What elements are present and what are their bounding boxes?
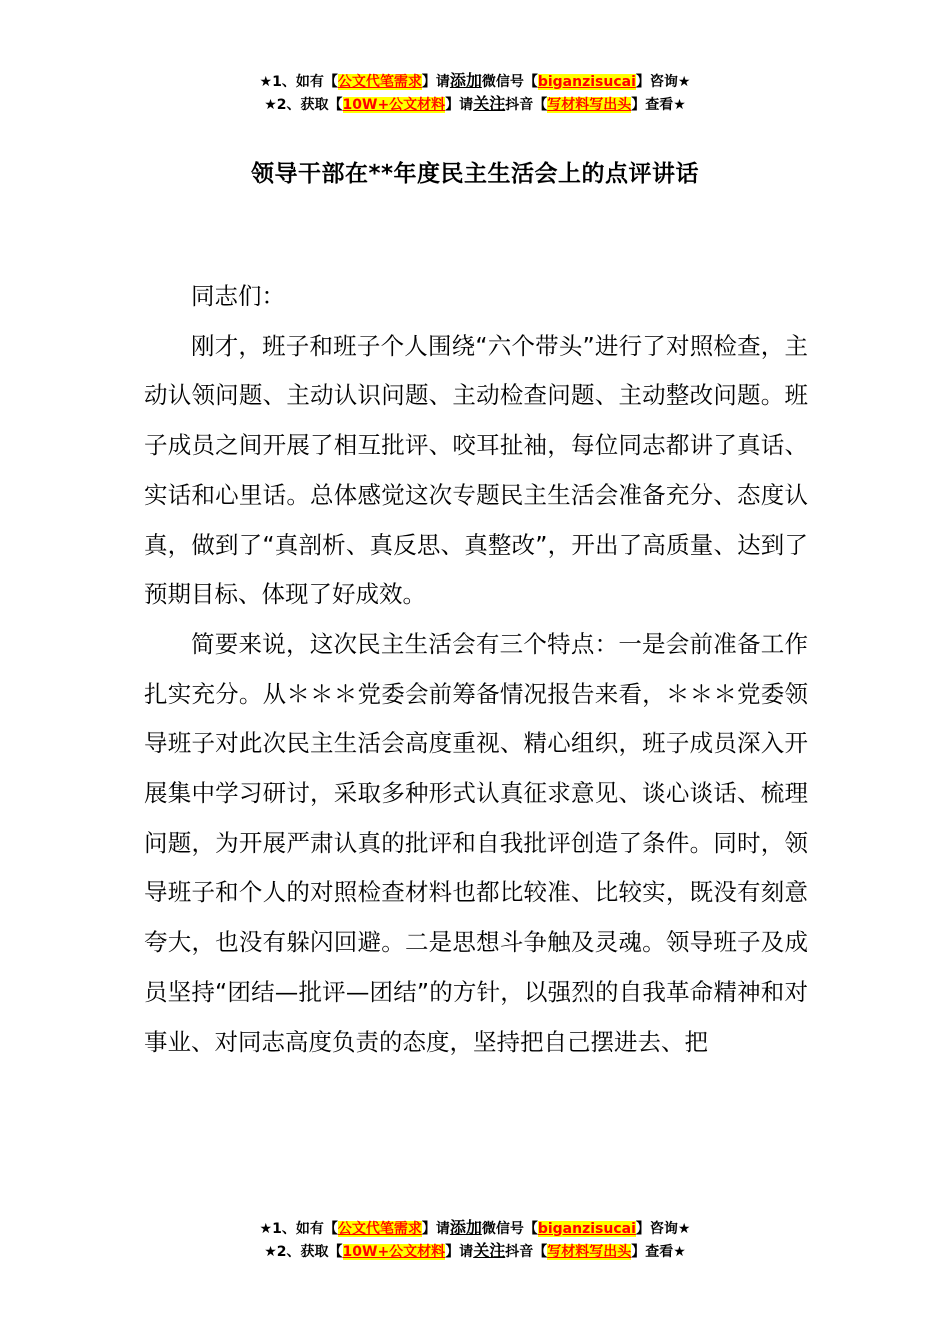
banner-text: ★2、获取【 xyxy=(264,1244,343,1260)
paragraph: 简要来说，这次民主生活会有三个特点：一是会前准备工作扎实充分。从＊＊＊党委会前筹备情况报告来看，＊＊＊党委领导班子对此次民主生活会高度重视、精心组织，班子成员深入开展集中学习研讨，采取多种形式认真征求意见、谈心谈话、梳理问题，为开展严肃认真的批评和自我批评创造了条件。同时，领导班子和个人的对照检查材料也都比较准、比较实，既没有刻意夸大，也没有躲闪回避。二是思想斗争触及灵魂。领导班子及成员坚持“团结—批评—团结”的方针，以强烈的自我革命精神和对事业、对同志高度负责的态度，坚持把自己摆进去、把 xyxy=(144,629,808,1056)
banner-text: 】请 xyxy=(445,97,474,113)
footer-banner xyxy=(0,1217,950,1263)
banner-text: 】查看★ xyxy=(631,1244,686,1260)
banner-text: ★2、获取【 xyxy=(264,97,343,113)
banner-text: 】请 xyxy=(421,1221,450,1237)
banner-highlight: 公文代笔需求 xyxy=(337,1221,422,1237)
banner-text: 抖音【 xyxy=(505,1244,548,1260)
banner-line-1 xyxy=(0,70,950,93)
banner-underline: 添加 xyxy=(449,1218,482,1237)
banner-highlight: 写材料写出头 xyxy=(547,1244,632,1260)
salutation: 同志们： xyxy=(191,282,285,310)
banner-text: 】咨询★ xyxy=(635,1221,691,1237)
banner-text: 微信号【 xyxy=(481,74,538,90)
banner-line-2 xyxy=(0,93,950,116)
banner-highlight: biganzisucai xyxy=(537,74,636,90)
document-title: 领导干部在**年度民主生活会上的点评讲话 xyxy=(250,161,700,187)
banner-highlight: biganzisucai xyxy=(537,1221,636,1237)
header-banner xyxy=(0,70,950,116)
banner-text: 】查看★ xyxy=(631,97,686,113)
banner-highlight: 10W+公文材料 xyxy=(342,97,446,113)
banner-underline: 关注 xyxy=(473,94,506,113)
banner-text: 】请 xyxy=(445,1244,474,1260)
banner-highlight: 公文代笔需求 xyxy=(337,74,422,90)
document-body xyxy=(144,272,808,1067)
banner-text: ★1、如有【 xyxy=(259,74,338,90)
banner-text: 微信号【 xyxy=(481,1221,538,1237)
banner-highlight: 写材料写出头 xyxy=(547,97,632,113)
banner-line-2 xyxy=(0,1240,950,1263)
banner-text: 】咨询★ xyxy=(635,74,691,90)
banner-underline: 添加 xyxy=(449,71,482,90)
banner-text: ★1、如有【 xyxy=(259,1221,338,1237)
banner-line-1 xyxy=(0,1217,950,1240)
banner-text: 抖音【 xyxy=(505,97,548,113)
banner-text: 】请 xyxy=(421,74,450,90)
banner-underline: 关注 xyxy=(473,1241,506,1260)
paragraph: 刚才，班子和班子个人围绕“六个带头”进行了对照检查，主动认领问题、主动认识问题、主动检查问题、主动整改问题。班子成员之间开展了相互批评、咬耳扯袖，每位同志都讲了真话、实话和心里话。总体感觉这次专题民主生活会准备充分、态度认真，做到了“真剖析、真反思、真整改”，开出了高质量、达到了预期目标、体现了好成效。 xyxy=(144,331,808,609)
banner-highlight: 10W+公文材料 xyxy=(342,1244,446,1260)
